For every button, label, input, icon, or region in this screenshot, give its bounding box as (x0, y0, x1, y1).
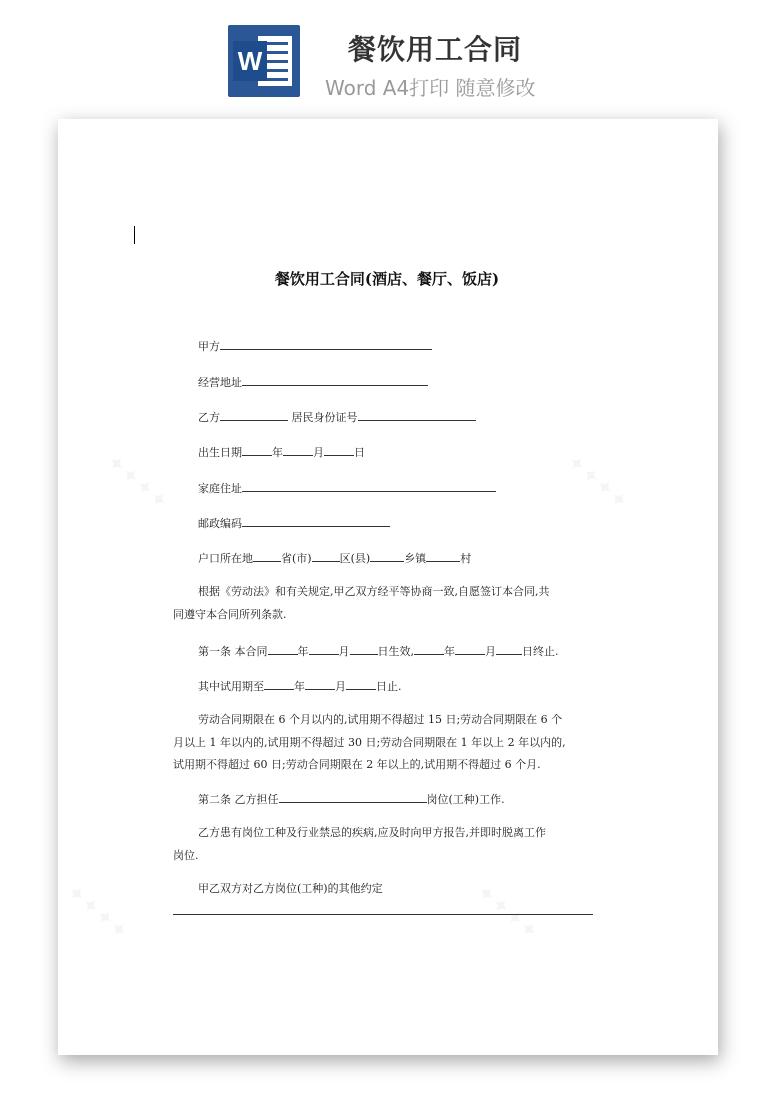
end-year-field[interactable] (414, 643, 444, 655)
party-b-line (198, 409, 476, 425)
postcode-field[interactable] (242, 515, 390, 527)
id-number-field[interactable] (358, 409, 476, 421)
month-label: 月 (338, 645, 350, 658)
terminate-label: 日终止. (522, 645, 559, 658)
post-suffix-label: 岗位(工种)工作. (426, 793, 505, 806)
start-day-field[interactable] (350, 643, 378, 655)
village-field[interactable] (426, 550, 460, 562)
other-terms-field[interactable] (173, 914, 593, 915)
preamble-line-2: 同遵守本合同所列条款. (173, 608, 287, 621)
party-b-label: 乙方 (198, 411, 220, 424)
word-icon (228, 25, 300, 97)
birth-month-field[interactable] (283, 444, 313, 456)
id-number-label: 居民身份证号 (291, 411, 358, 424)
probation-day-field[interactable] (346, 678, 376, 690)
probation-label: 其中试用期至 (198, 680, 264, 693)
home-address-field[interactable] (242, 480, 496, 492)
month-label: 月 (485, 645, 496, 658)
year-label: 年 (272, 446, 283, 459)
birth-line (198, 444, 365, 460)
month-label: 月 (313, 446, 324, 459)
year-label: 年 (444, 645, 455, 658)
probation-rule-line-1: 劳动合同期限在 6 个月以内的,试用期不得超过 15 日;劳动合同期限在 6 个 (198, 713, 563, 726)
province-field[interactable] (253, 550, 281, 562)
end-month-field[interactable] (455, 643, 485, 655)
end-day-field[interactable] (496, 643, 522, 655)
party-a-line (198, 338, 432, 354)
word-letter: W (233, 41, 267, 81)
article-1-line (198, 643, 559, 659)
start-year-field[interactable] (268, 643, 298, 655)
start-month-field[interactable] (309, 643, 339, 655)
article-2-label: 第二条 乙方担任 (198, 793, 279, 806)
month-label: 月 (335, 680, 346, 693)
header (0, 0, 774, 112)
district-field[interactable] (312, 550, 340, 562)
article-1-label: 第一条 本合同 (198, 645, 268, 658)
town-field[interactable] (370, 550, 404, 562)
probation-line (198, 678, 402, 694)
business-address-line (198, 374, 428, 390)
year-label: 年 (294, 680, 305, 693)
page-title: 餐饮用工合同 (348, 33, 523, 66)
hukou-line (198, 550, 471, 566)
document-title: 餐饮用工合同(酒店、餐厅、饭店) (274, 270, 500, 288)
effective-label: 日生效, (377, 645, 414, 658)
page-subtitle: Word A4打印 随意修改 (325, 76, 536, 100)
post-field[interactable] (279, 791, 427, 803)
business-address-label: 经营地址 (198, 376, 242, 389)
hukou-label: 户口所在地 (198, 552, 253, 565)
probation-year-field[interactable] (264, 678, 294, 690)
birth-year-field[interactable] (242, 444, 272, 456)
postcode-line (198, 515, 390, 531)
disease-line-2: 岗位. (173, 849, 199, 862)
birth-label: 出生日期 (198, 446, 242, 459)
probation-end-label: 日止. (376, 680, 402, 693)
party-a-field[interactable] (220, 338, 432, 350)
postcode-label: 邮政编码 (198, 517, 242, 530)
preamble-line-1: 根据《劳动法》和有关规定,甲乙双方经平等协商一致,自愿签订本合同,共 (198, 585, 550, 598)
probation-rule-line-2: 月以上 1 年以内的,试用期不得超过 30 日;劳动合同期限在 1 年以上 2 年以内的, (173, 736, 566, 749)
other-terms-line: 甲乙双方对乙方岗位(工种)的其他约定 (198, 882, 383, 895)
disease-line-1: 乙方患有岗位工种及行业禁忌的疾病,应及时向甲方报告,并即时脱离工作 (198, 826, 546, 839)
business-address-field[interactable] (242, 374, 428, 386)
probation-rule-line-3: 试用期不得超过 60 日;劳动合同期限在 2 年以上的,试用期不得超过 6 个月. (173, 758, 541, 771)
year-label: 年 (297, 645, 309, 658)
district-label: 区(县) (339, 552, 371, 565)
birth-day-field[interactable] (324, 444, 354, 456)
home-address-line (198, 480, 496, 496)
village-label: 村 (460, 552, 472, 565)
party-a-label: 甲方 (198, 340, 220, 353)
article-2-line (198, 791, 505, 807)
day-label: 日 (354, 446, 365, 459)
home-address-label: 家庭住址 (198, 482, 242, 495)
party-b-field[interactable] (220, 409, 288, 421)
text-cursor (134, 226, 135, 244)
province-label: 省(市) (281, 552, 312, 565)
probation-month-field[interactable] (305, 678, 335, 690)
town-label: 乡镇 (404, 552, 427, 565)
